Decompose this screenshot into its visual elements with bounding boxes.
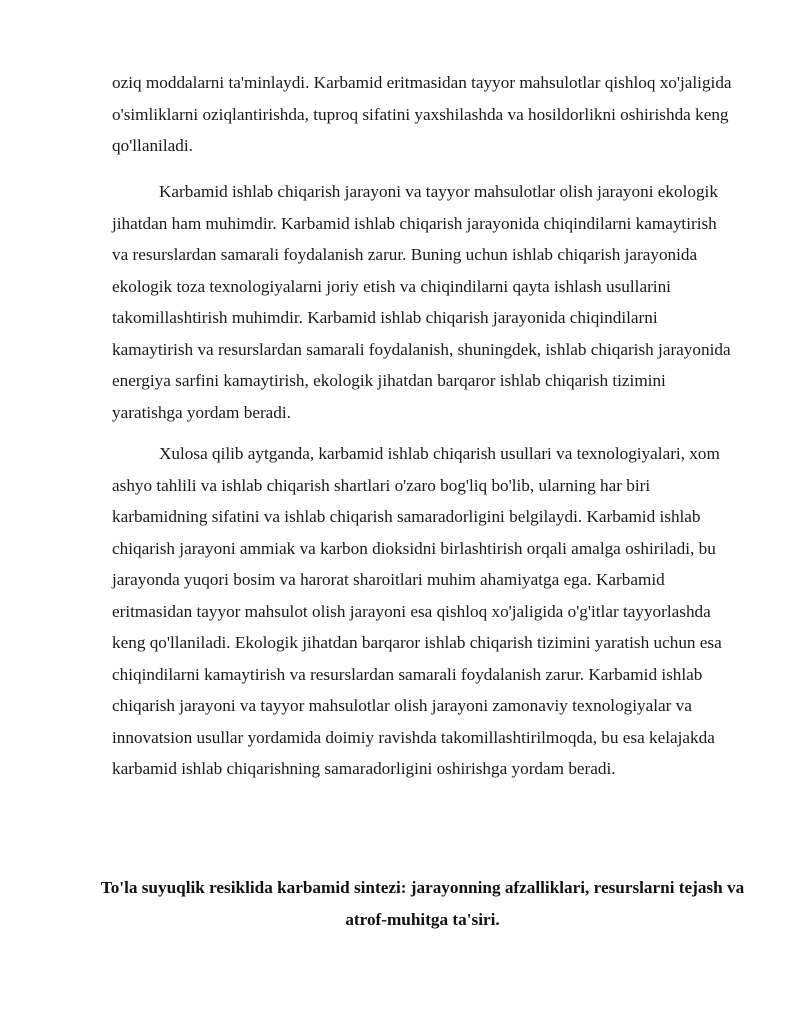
paragraph-ecology: [112, 176, 732, 428]
paragraph-text: Karbamid ishlab chiqarish jarayoni va tayyor mahsulotlar olish jarayoni ekologik jihatdan ham muhimdir. Karbamid ishlab chiqarish jarayonida chiqindilarni kamaytirish va resurslardan samarali foydalanish zarur. Buning uchun ishlab chiqarish jarayonida ekologik toza texnologiyalarni joriy etish va chiqindilarni qayta ishlash usullarini takomillashtirish muhimdir. Karbamid ishlab chiqarish jarayonida chiqindilarni kamaytirish va resurslardan samarali foydalanish, shuningdek, ishlab chiqarish jarayonida energiya sarfini kamaytirish, ekologik jihatdan barqaror ishlab chiqarish tizimini yaratishga yordam beradi.: [112, 182, 731, 422]
paragraph-text: Xulosa qilib aytganda, karbamid ishlab chiqarish usullari va texnologiyalari, xom ashyo tahlili va ishlab chiqarish shartlari o'zaro bog'liq bo'lib, ularning har biri karbamidning sifatini va ishlab chiqarish samaradorligini belgilaydi. Karbamid ishlab chiqarish jarayoni ammiak va karbon dioksidni birlashtirish orqali amalga oshiriladi, bu jarayonda yuqori bosim va harorat sharoitlari muhim ahamiyatga ega. Karbamid eritmasidan tayyor mahsulot olish jarayoni esa qishloq xo'jaligida o'g'itlar tayyorlashda keng qo'llaniladi. Ekologik jihatdan barqaror ishlab chiqarish tizimini yaratish uchun esa chiqindilarni kamaytirish va resurslardan samarali foydalanish zarur. Karbamid ishlab chiqarish jarayoni va tayyor mahsulotlar olish jarayoni zamonaviy texnologiyalar va innovatsion usullar yordamida doimiy ravishda takomillashtirilmoqda, bu esa kelajakda karbamid ishlab chiqarishning samaradorligini oshirishga yordam beradi.: [112, 444, 722, 778]
paragraph-conclusion: [112, 438, 732, 785]
paragraph-text: oziq moddalarni ta'minlaydi. Karbamid eritmasidan tayyor mahsulotlar qishloq xo'jaligida o'simliklarni oziqlantirishda, tuproq sifatini yaxshilashda va hosildorlikni oshirishda keng qo'llaniladi.: [112, 73, 732, 155]
section-heading: To'la suyuqlik resiklida karbamid sintezi: jarayonning afzalliklari, resurslarni tejash va atrof-muhitga ta'siri.: [100, 878, 745, 929]
paragraph-continuation: [112, 67, 732, 162]
